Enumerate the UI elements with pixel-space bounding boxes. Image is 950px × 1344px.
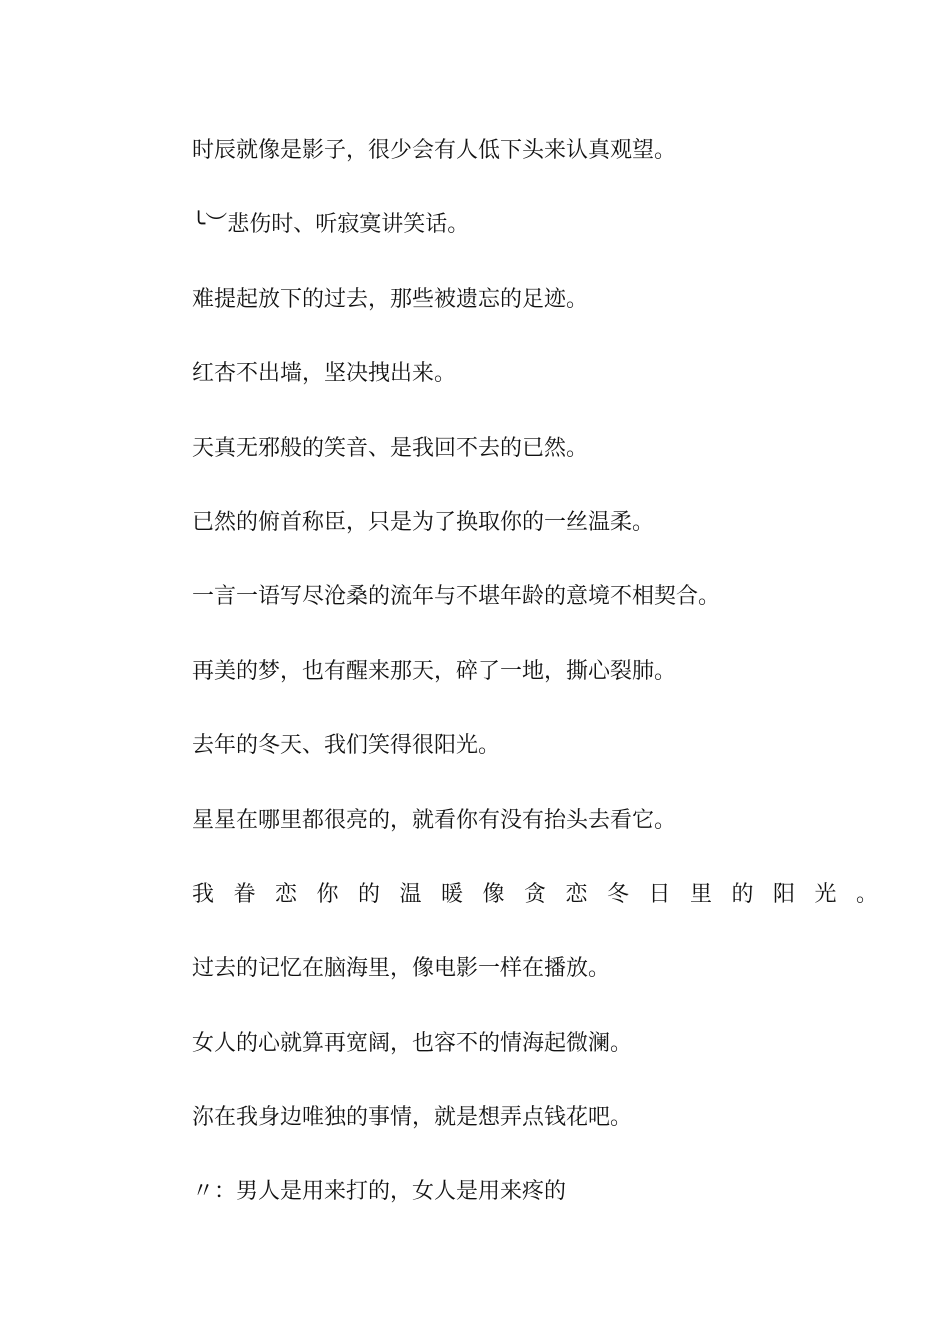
quote-line-7: 一言一语写尽沧桑的流年与不堪年龄的意境不相契合。 bbox=[192, 584, 721, 610]
quote-line-11: 我眷恋你的温暖像贪恋冬日里的阳光。 bbox=[192, 881, 898, 907]
quote-line-8: 再美的梦，也有醒来那天，碎了一地，撕心裂肺。 bbox=[192, 658, 677, 684]
quote-line-5: 天真无邪般的笑音、是我回不去的已然。 bbox=[192, 435, 589, 461]
quote-line-2: ╰︶悲伤时、听寂寞讲笑话。 bbox=[192, 212, 470, 238]
quote-line-1: 时辰就像是影子，很少会有人低下头来认真观望。 bbox=[192, 138, 677, 163]
quote-line-3: 难提起放下的过去，那些被遗忘的足迹。 bbox=[192, 286, 589, 312]
quote-line-13: 女人的心就算再宽阔，也容不的情海起微澜。 bbox=[192, 1030, 633, 1056]
quote-list bbox=[192, 131, 898, 1247]
quote-line-12: 过去的记忆在脑海里，像电影一样在播放。 bbox=[192, 956, 611, 982]
quote-line-15: 〃：男人是用来打的，女人是用来疼的 bbox=[192, 1179, 567, 1205]
quote-line-9: 去年的冬天、我们笑得很阳光。 bbox=[192, 733, 501, 759]
quote-line-10: 星星在哪里都很亮的，就看你有没有抬头去看它。 bbox=[192, 807, 677, 833]
quote-line-4: 红杏不出墙，坚决拽出来。 bbox=[192, 361, 457, 387]
quote-line-6: 已然的俯首称臣，只是为了换取你的一丝温柔。 bbox=[192, 509, 655, 535]
quote-line-14: 沵在我身边唯独的事情，就是想弄点钱花吧。 bbox=[192, 1105, 633, 1131]
